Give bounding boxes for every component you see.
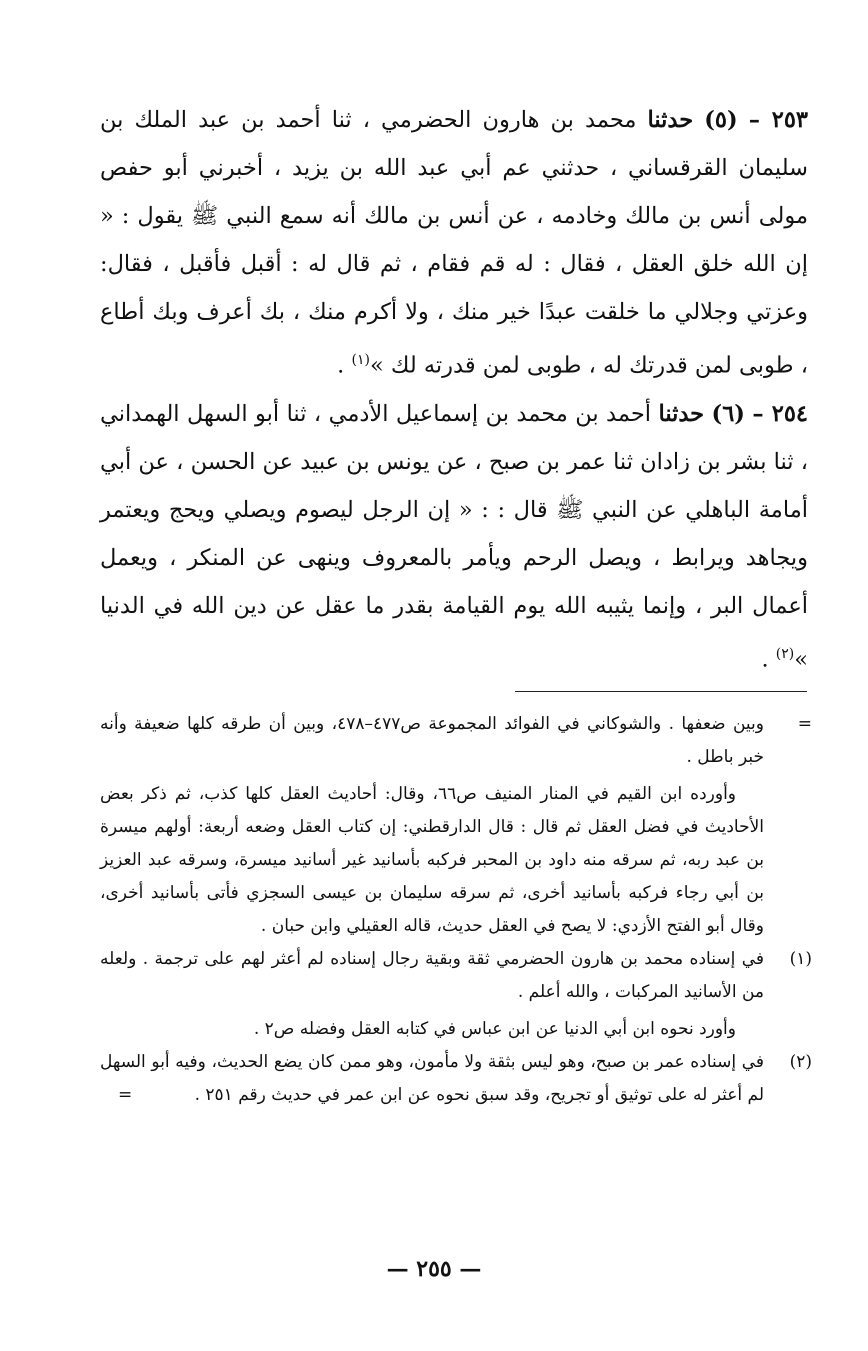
footnote-marker: = [797, 714, 812, 734]
hadith-opening: حدثنا [658, 400, 705, 427]
footnote-1 [100, 943, 812, 1046]
footnote-2 [100, 1046, 812, 1112]
hadith-254 [100, 390, 808, 684]
main-text [100, 96, 808, 683]
hadith-ref: (٦) [711, 400, 745, 427]
footnote-marker: (٢) [789, 1052, 812, 1072]
footnotes [100, 708, 812, 1112]
footnote-ref: (٢) [775, 645, 795, 662]
footnote-divider [515, 691, 807, 692]
page-number: — ٢٥٥ — [386, 1256, 482, 1282]
footnote-continuation [100, 708, 812, 943]
continuation-mark: = [118, 1085, 133, 1105]
hadith-number: ٢٥٤ – [752, 400, 809, 427]
hadith-opening: حدثنا [647, 107, 694, 133]
footnote-paragraph: وأورده ابن القيم في المنار المنيف ص٦٦، وقال: أحاديث العقل كلها كذب، ثم ذكر بعض الأحاديث في فضل العقل ثم قال : قال الدارقطني: إن كتاب العقل وضعه أربعة: أولهم ميسرة بن عبد ربه، ثم سرقه منه داود بن المحبر فركبه بأسانيد غير أسانيد ميسرة، وسرقه عبد العزيز بن أبي رجاء فركبه بأسانيد أخرى، ثم سرقه سليمان بن عيسى السجزي فأتى بأسانيد أخرى، وقال أبو الفتح الأزدي: لا يصح في العقل حديث، قاله العقيلي وابن حبان . [100, 784, 764, 936]
hadith-end: . [337, 352, 352, 379]
footnote-paragraph: وأورد نحوه ابن أبي الدنيا عن ابن عباس في كتابه العقل وفضله ص٢ . [253, 1019, 736, 1039]
footnote-paragraph: في إسناده محمد بن هارون الحضرمي ثقة وبقية رجال إسناده لم أعثر لهم على ترجمة . ولعله من الأسانيد المركبات ، والله أعلم . [100, 949, 764, 1002]
hadith-253 [100, 96, 808, 390]
footnote-paragraph: وبين ضعفها . والشوكاني في الفوائد المجموعة ص٤٧٧–٤٧٨، وبين أن طرقه كلها ضعيفة وأنه خبر باطل . [100, 714, 764, 767]
hadith-number: ٢٥٣ – [748, 107, 809, 133]
footnote-ref: (١) [351, 352, 370, 368]
hadith-end: . [761, 646, 776, 672]
hadith-body: أحمد بن محمد بن إسماعيل الأدمي ، ثنا أبو السهل الهمداني ، ثنا بشر بن زادان ثنا عمر بن صبح ، عن يونس بن عبيد عن الحسن ، عن أبي أمامة الباهلي عن النبي ﷺ قال : : « إن الرجل ليصوم ويصلي ويحج ويعتمر ويجاهد ويرابط ، ويصل الرحم ويأمر بالمعروف وينهى عن المنكر ، ويعمل أعمال البر ، وإنما يثيبه الله يوم القيامة بقدر ما عقل عن دين الله في الدنيا » [100, 400, 808, 672]
hadith-body: محمد بن هارون الحضرمي ، ثنا أحمد بن عبد الملك بن سليمان القرقساني ، حدثني عم أبي عبد الله بن يزيد ، أخبرني أبو حفص مولى أنس بن مالك وخادمه ، عن أنس بن مالك أنه سمع النبي ﷺ يقول : « إن الله خلق العقل ، فقال : له قم فقام ، ثم قال له : أقبل فأقبل ، فقال: وعزتي وجلالي ما خلقت عبدًا خير منك ، ولا أكرم منك ، بك أعرف وبك أطاع ، طوبى لمن قدرتك له ، طوبى لمن قدرته لك » [100, 107, 808, 379]
hadith-ref: (٥) [704, 107, 738, 133]
footnote-paragraph: في إسناده عمر بن صبح، وهو ليس بثقة ولا مأمون، وهو ممن كان يضع الحديث، وفيه أبو السهل لم أعثر له على توثيق أو تجريح، وقد سبق نحوه عن ابن عمر في حديث رقم ٢٥١ . [100, 1052, 764, 1105]
footnote-marker: (١) [789, 949, 812, 969]
